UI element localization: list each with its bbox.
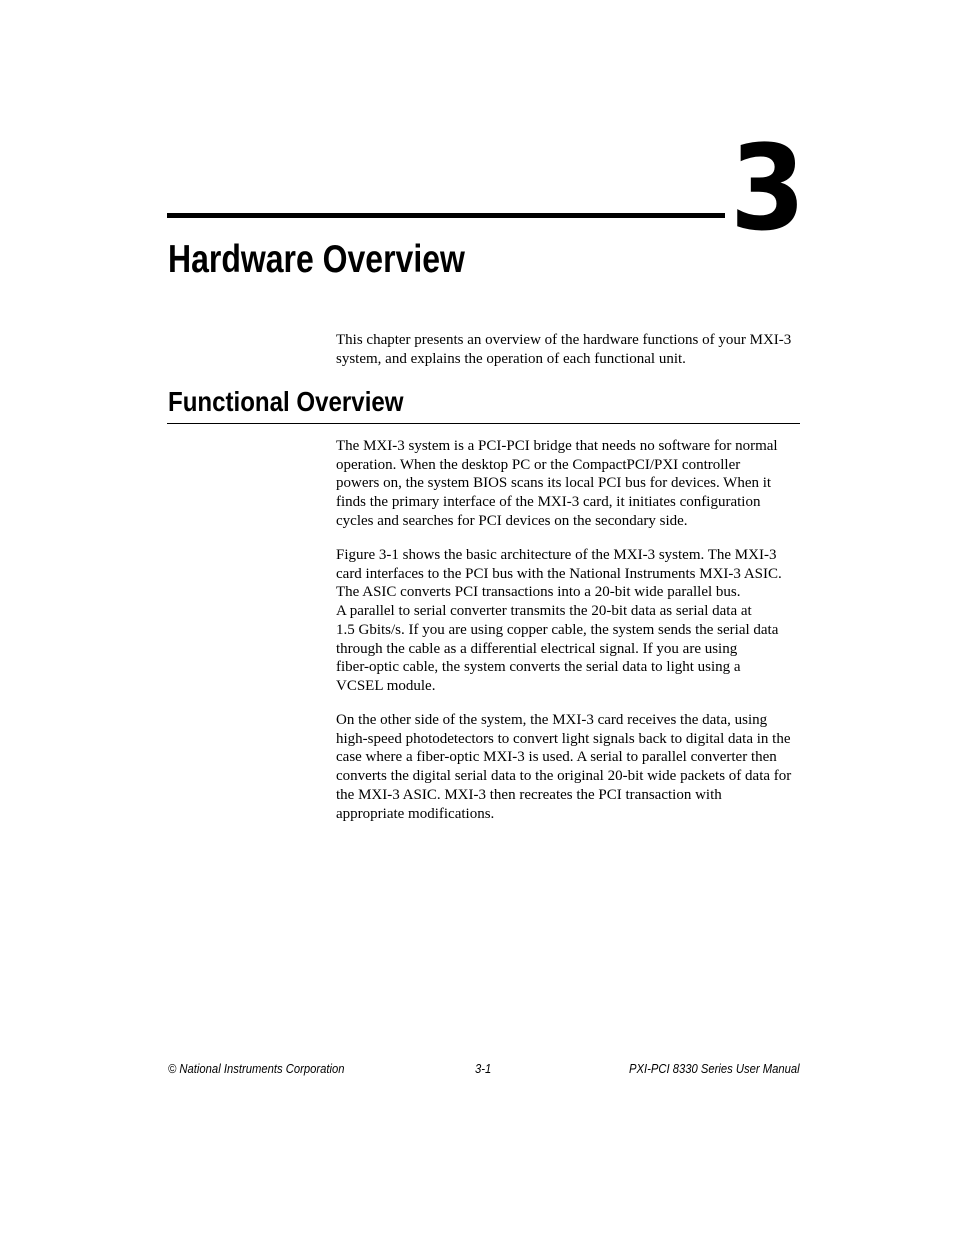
paragraph-line: Figure 3-1 shows the basic architecture of the MXI-3 system. The MXI-3	[336, 547, 777, 563]
paragraph-line: converts the digital serial data to the original 20-bit wide packets of data for	[336, 768, 792, 785]
paragraph-line: 1.5 Gbits/s. If you are using copper cable, the system sends the serial data	[336, 621, 779, 638]
paragraph-line: the MXI-3 ASIC. MXI-3 then recreates the PCI transaction with	[336, 786, 722, 803]
chapter-rule	[167, 213, 725, 218]
footer-page-number: 3-1	[475, 1062, 492, 1076]
paragraph-line: On the other side of the system, the MXI-3 card receives the data, using	[336, 712, 768, 728]
paragraph-1	[336, 437, 806, 531]
paragraph-line: A parallel to serial converter transmits the 20-bit data as serial data at	[336, 603, 752, 620]
paragraph-3	[336, 711, 806, 823]
section-title: Functional Overview	[168, 386, 404, 417]
intro-paragraph	[336, 331, 806, 368]
chapter-number: 3	[730, 119, 804, 257]
paragraph-line: powers on, the system BIOS scans its local PCI bus for devices. When it	[336, 475, 772, 492]
footer-copyright: © National Instruments Corporation	[168, 1062, 345, 1076]
paragraph-line: operation. When the desktop PC or the CompactPCI/PXI controller	[336, 456, 741, 473]
paragraph-line: card interfaces to the PCI bus with the National Instruments MXI-3 ASIC.	[336, 565, 782, 582]
paragraph-line: The ASIC converts PCI transactions into a 20-bit wide parallel bus.	[336, 584, 741, 601]
paragraph-line: cycles and searches for PCI devices on the secondary side.	[336, 512, 688, 529]
paragraph-line: The MXI-3 system is a PCI-PCI bridge that needs no software for normal	[336, 438, 778, 454]
intro-line: system, and explains the operation of each functional unit.	[336, 350, 686, 367]
paragraph-line: high-speed photodetectors to convert light signals back to digital data in the	[336, 730, 791, 747]
paragraph-line: fiber-optic cable, the system converts the serial data to light using a	[336, 659, 741, 676]
paragraph-line: case where a fiber-optic MXI-3 is used. A serial to parallel converter then	[336, 749, 777, 766]
footer-manual-title: PXI-PCI 8330 Series User Manual	[629, 1062, 800, 1076]
paragraph-2	[336, 546, 806, 696]
paragraph-line: finds the primary interface of the MXI-3 card, it initiates configuration	[336, 494, 761, 511]
paragraph-line: through the cable as a differential electrical signal. If you are using	[336, 640, 738, 657]
intro-line: This chapter presents an overview of the hardware functions of your MXI-3	[336, 332, 792, 348]
section-rule	[167, 423, 800, 424]
paragraph-line: VCSEL module.	[336, 677, 436, 694]
paragraph-line: appropriate modifications.	[336, 805, 495, 822]
chapter-title: Hardware Overview	[168, 238, 465, 281]
